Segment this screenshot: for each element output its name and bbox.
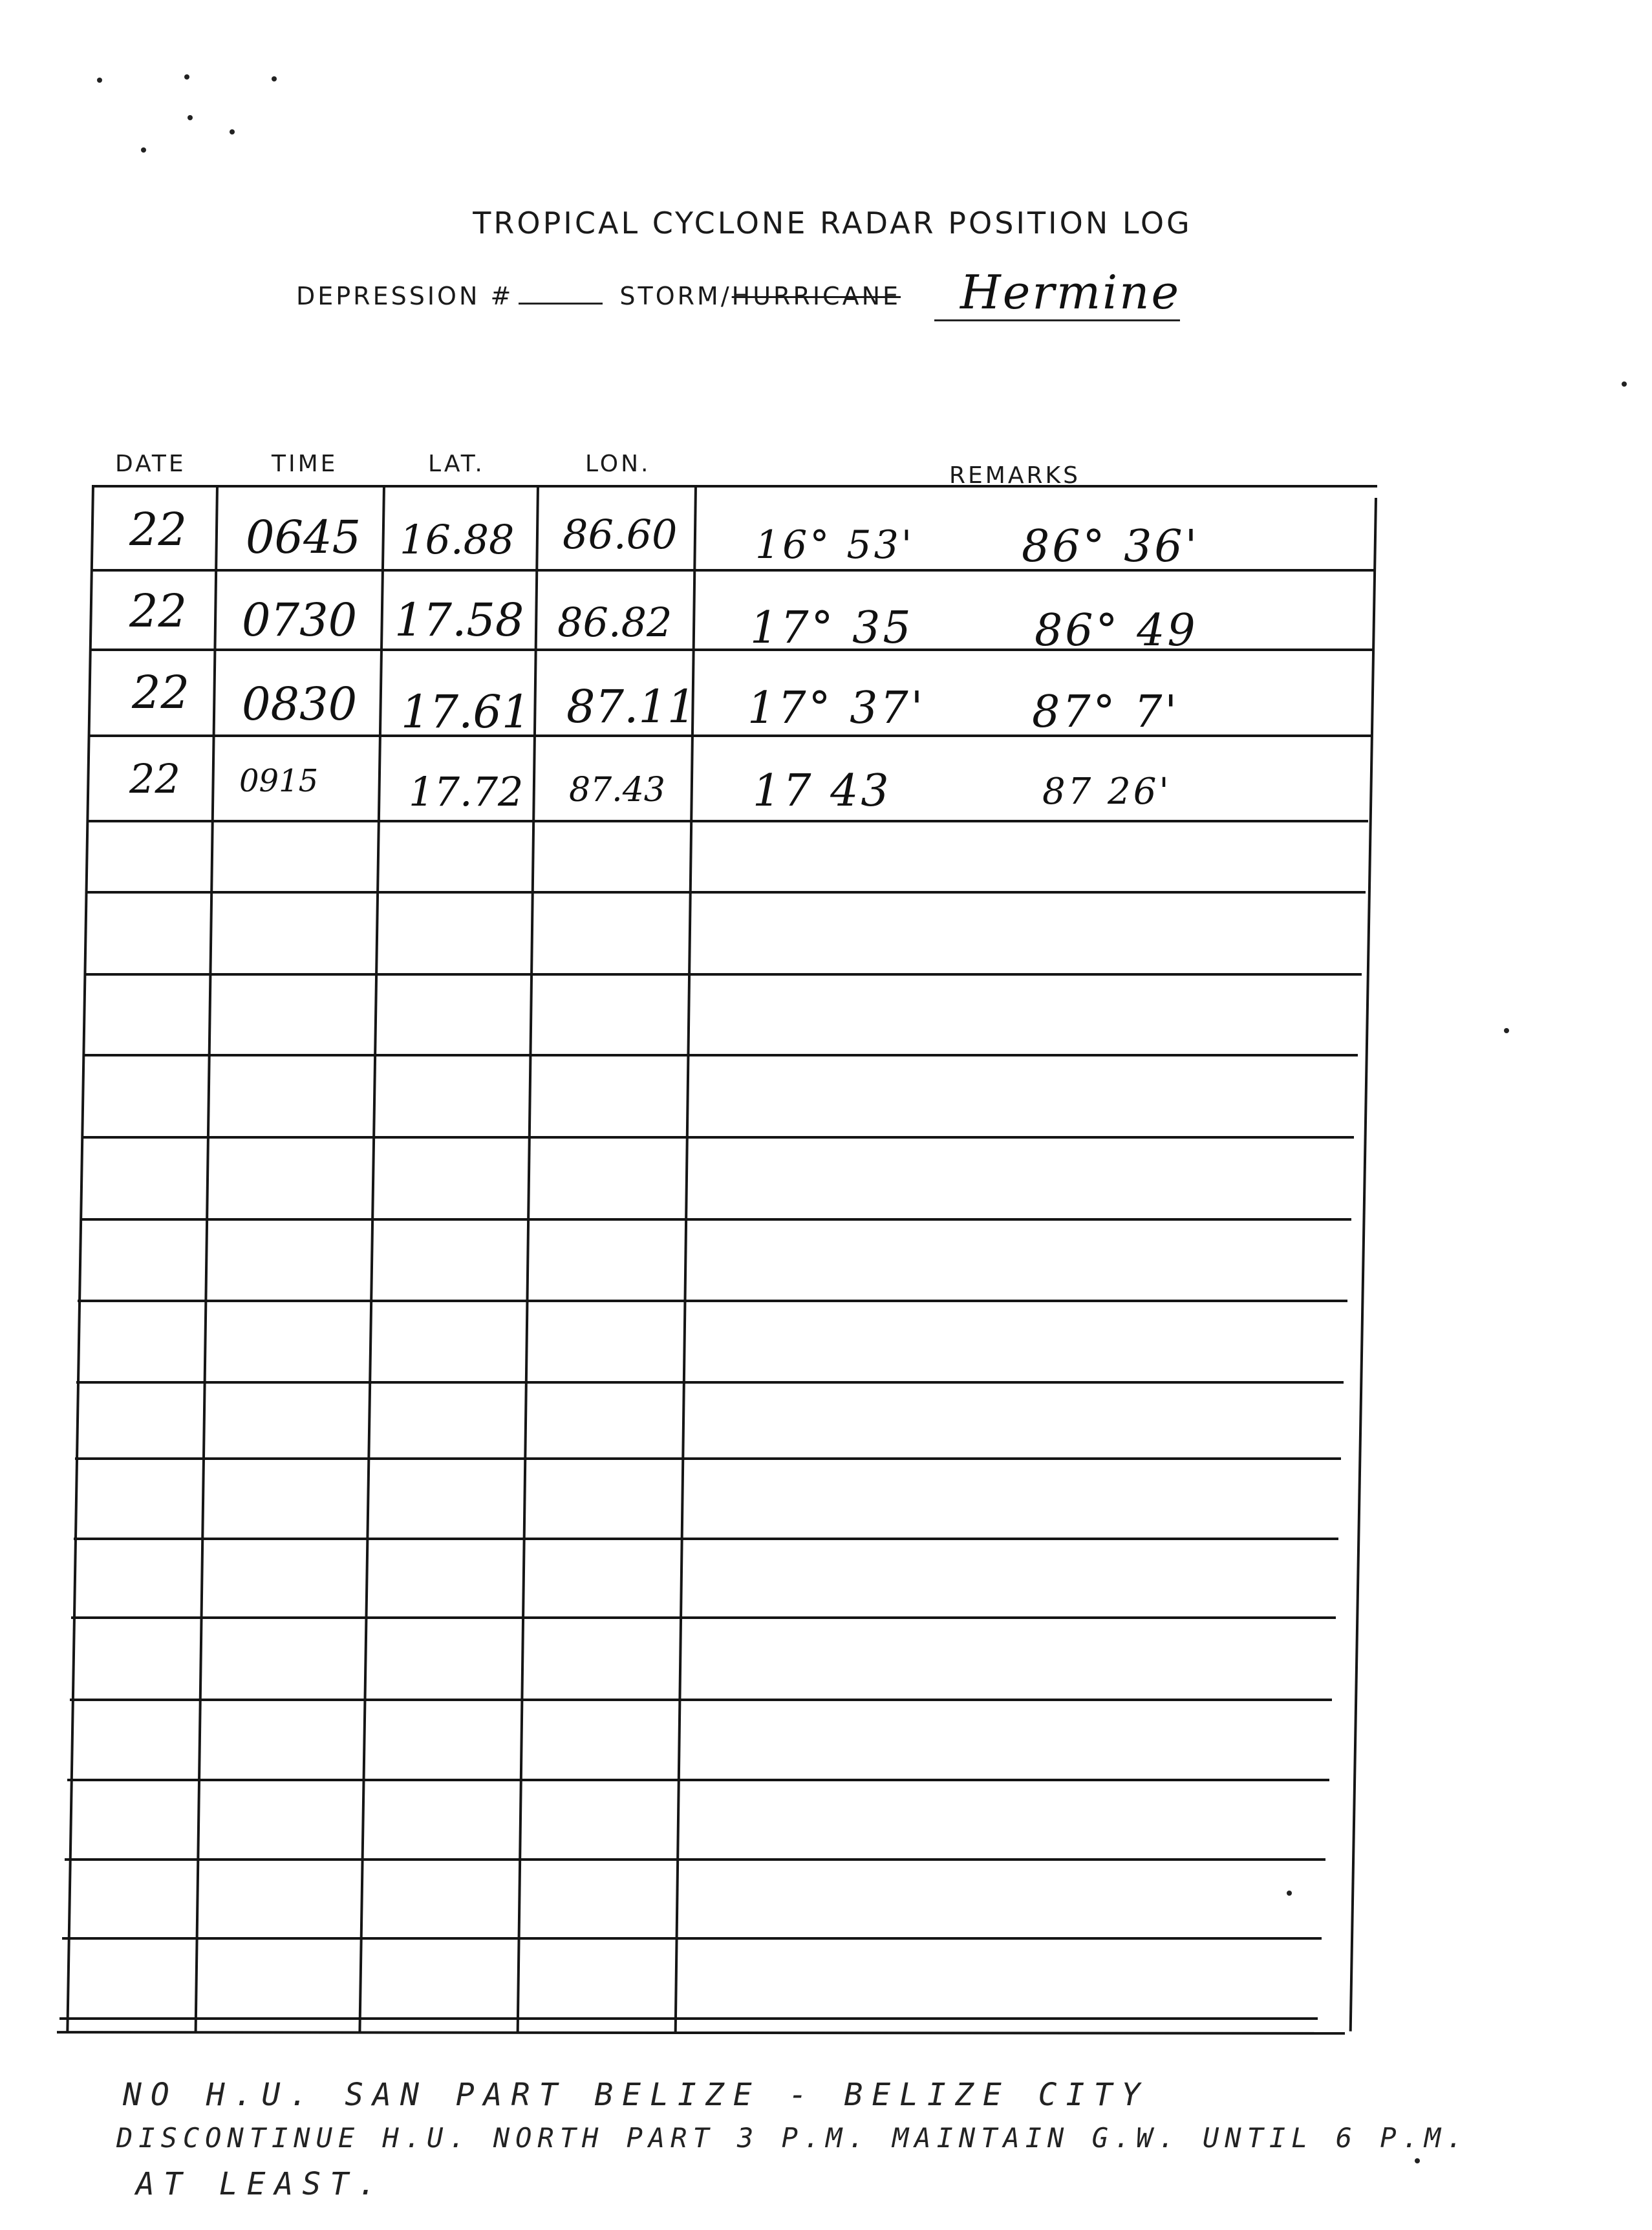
col-header-time: TIME [272,451,338,477]
scan-speck [1415,2158,1420,2163]
note-line-3: AT LEAST. [136,2166,386,2202]
row-3-lat: 17.61 [401,685,531,738]
row-3-time: 0830 [242,678,358,731]
depression-storm-line [296,282,901,310]
row-2-lat: 17.58 [394,594,524,647]
storm-label: STORM/ [619,282,732,310]
row-3-remark-lon: 87° 7' [1032,687,1180,738]
scan-speck [1287,1891,1292,1896]
row-1-lon: 86.60 [563,511,678,558]
row-3-date: 22 [132,666,190,719]
row-1-remark-lon: 86° 36' [1022,521,1200,572]
row-3-lon: 87.11 [566,680,696,733]
col-header-lat: LAT. [428,451,485,477]
row-1-time: 0645 [246,511,361,564]
note-line-1: NO H.U. SAN PART BELIZE - BELIZE CITY [123,2077,1150,2113]
note-line-2: DISCONTINUE H.U. NORTH PART 3 P.M. MAINTAIN G.W. UNTIL 6 P.M. [116,2122,1469,2154]
row-4-lat: 17.72 [409,768,524,815]
depression-label: DEPRESSION # [296,282,514,310]
form-title: TROPICAL CYCLONE RADAR POSITION LOG [473,206,1192,241]
row-4-lon: 87.43 [569,771,665,809]
col-header-date: DATE [115,451,186,477]
row-2-date: 22 [129,584,188,638]
row-2-lon: 86.82 [557,599,672,646]
col-header-lon: LON. [585,451,651,477]
scan-speck [272,76,277,81]
col-header-remarks: REMARKS [949,462,1080,489]
scan-speck [1504,1028,1509,1033]
scan-speck [188,115,193,120]
scan-speck [1622,381,1627,387]
scan-speck [230,129,235,134]
row-2-remark-lon: 86° 49 [1035,605,1198,656]
hurricane-struck-label: HURRICANE [731,282,901,310]
row-4-time: 0915 [239,763,319,799]
row-1-remark-lat: 16° 53' [755,522,915,568]
row-4-remark-lat: 17 43 [753,766,892,817]
scan-speck [97,78,102,83]
row-2-remark-lat: 17° 35 [750,603,914,654]
row-1-date: 22 [129,503,188,556]
row-3-remark-lat: 17° 37' [747,683,926,734]
scan-speck [141,147,146,153]
depression-number-blank [519,299,603,305]
storm-name: Hermine [934,265,1180,321]
row-1-lat: 16.88 [400,516,515,563]
row-2-time: 0730 [242,594,358,647]
scan-speck [184,74,189,80]
row-4-remark-lon: 87 26' [1042,771,1172,813]
row-4-date: 22 [129,755,180,802]
